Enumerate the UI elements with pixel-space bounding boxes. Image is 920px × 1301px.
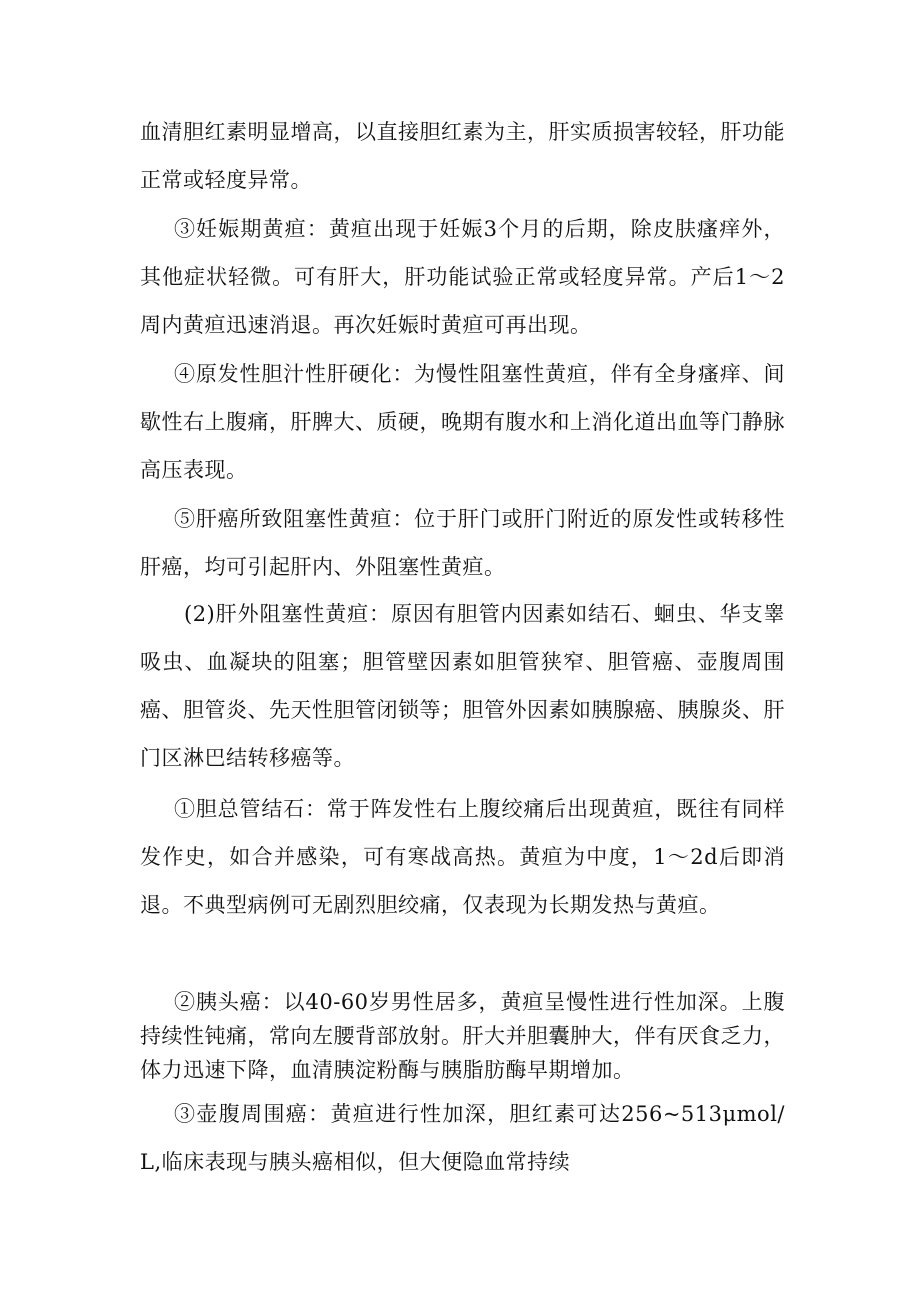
paragraph-extrahepatic-obstructive-jaundice: (2)肝外阻塞性黄疸：原因有胆管内因素如结石、蛔虫、华支睾吸虫、血凝块的阻塞；胆管壁因素如胆管狭窄、胆管癌、壶腹周围癌、胆管炎、先天性胆管闭锁等；胆管外因素如胰腺癌、胰腺炎、肝门区淋巴结转移癌等。	[140, 602, 785, 770]
paragraph-primary-biliary-cirrhosis: ④原发性胆汁性肝硬化：为慢性阻塞性黄疸，伴有全身瘙痒、间歇性右上腹痛，肝脾大、质硬，晚期有腹水和上消化道出血等门静脉高压表现。	[140, 362, 785, 482]
paragraph-common-bile-duct-stone: ①胆总管结石：常于阵发性右上腹绞痛后出现黄疸，既往有同样发作史，如合并感染，可有寒战高热。黄疸为中度，1～2d后即消退。不典型病例可无剧烈胆绞痛，仅表现为长期发热与黄疸。	[140, 797, 785, 917]
paragraph-pancreatic-head-cancer: ②胰头癌：以40-60岁男性居多，黄疸呈慢性进行性加深。上腹持续性钝痛，常向左腰背部放射。肝大并胆囊肿大，伴有厌食乏力，体力迅速下降，血清胰淀粉酶与胰脂肪酶早期增加。	[140, 990, 785, 1082]
paragraph-periampullary-cancer: ③壶腹周围癌：黄疸进行性加深，胆红素可达256~513μmol/L,临床表现与胰头癌相似，但大便隐血常持续	[140, 1102, 785, 1174]
paragraph-bilirubin-summary: 血清胆红素明显增高，以直接胆红素为主，肝实质损害较轻，肝功能正常或轻度异常。	[140, 120, 785, 192]
paragraph-pregnancy-jaundice: ③妊娠期黄疸：黄疸出现于妊娠3个月的后期，除皮肤瘙痒外，其他症状轻微。可有肝大，肝功能试验正常或轻度异常。产后1～2周内黄疸迅速消退。再次妊娠时黄疸可再出现。	[140, 217, 785, 337]
paragraph-liver-cancer-jaundice: ⑤肝癌所致阻塞性黄疸：位于肝门或肝门附近的原发性或转移性肝癌，均可引起肝内、外阻塞性黄疸。	[140, 507, 785, 579]
